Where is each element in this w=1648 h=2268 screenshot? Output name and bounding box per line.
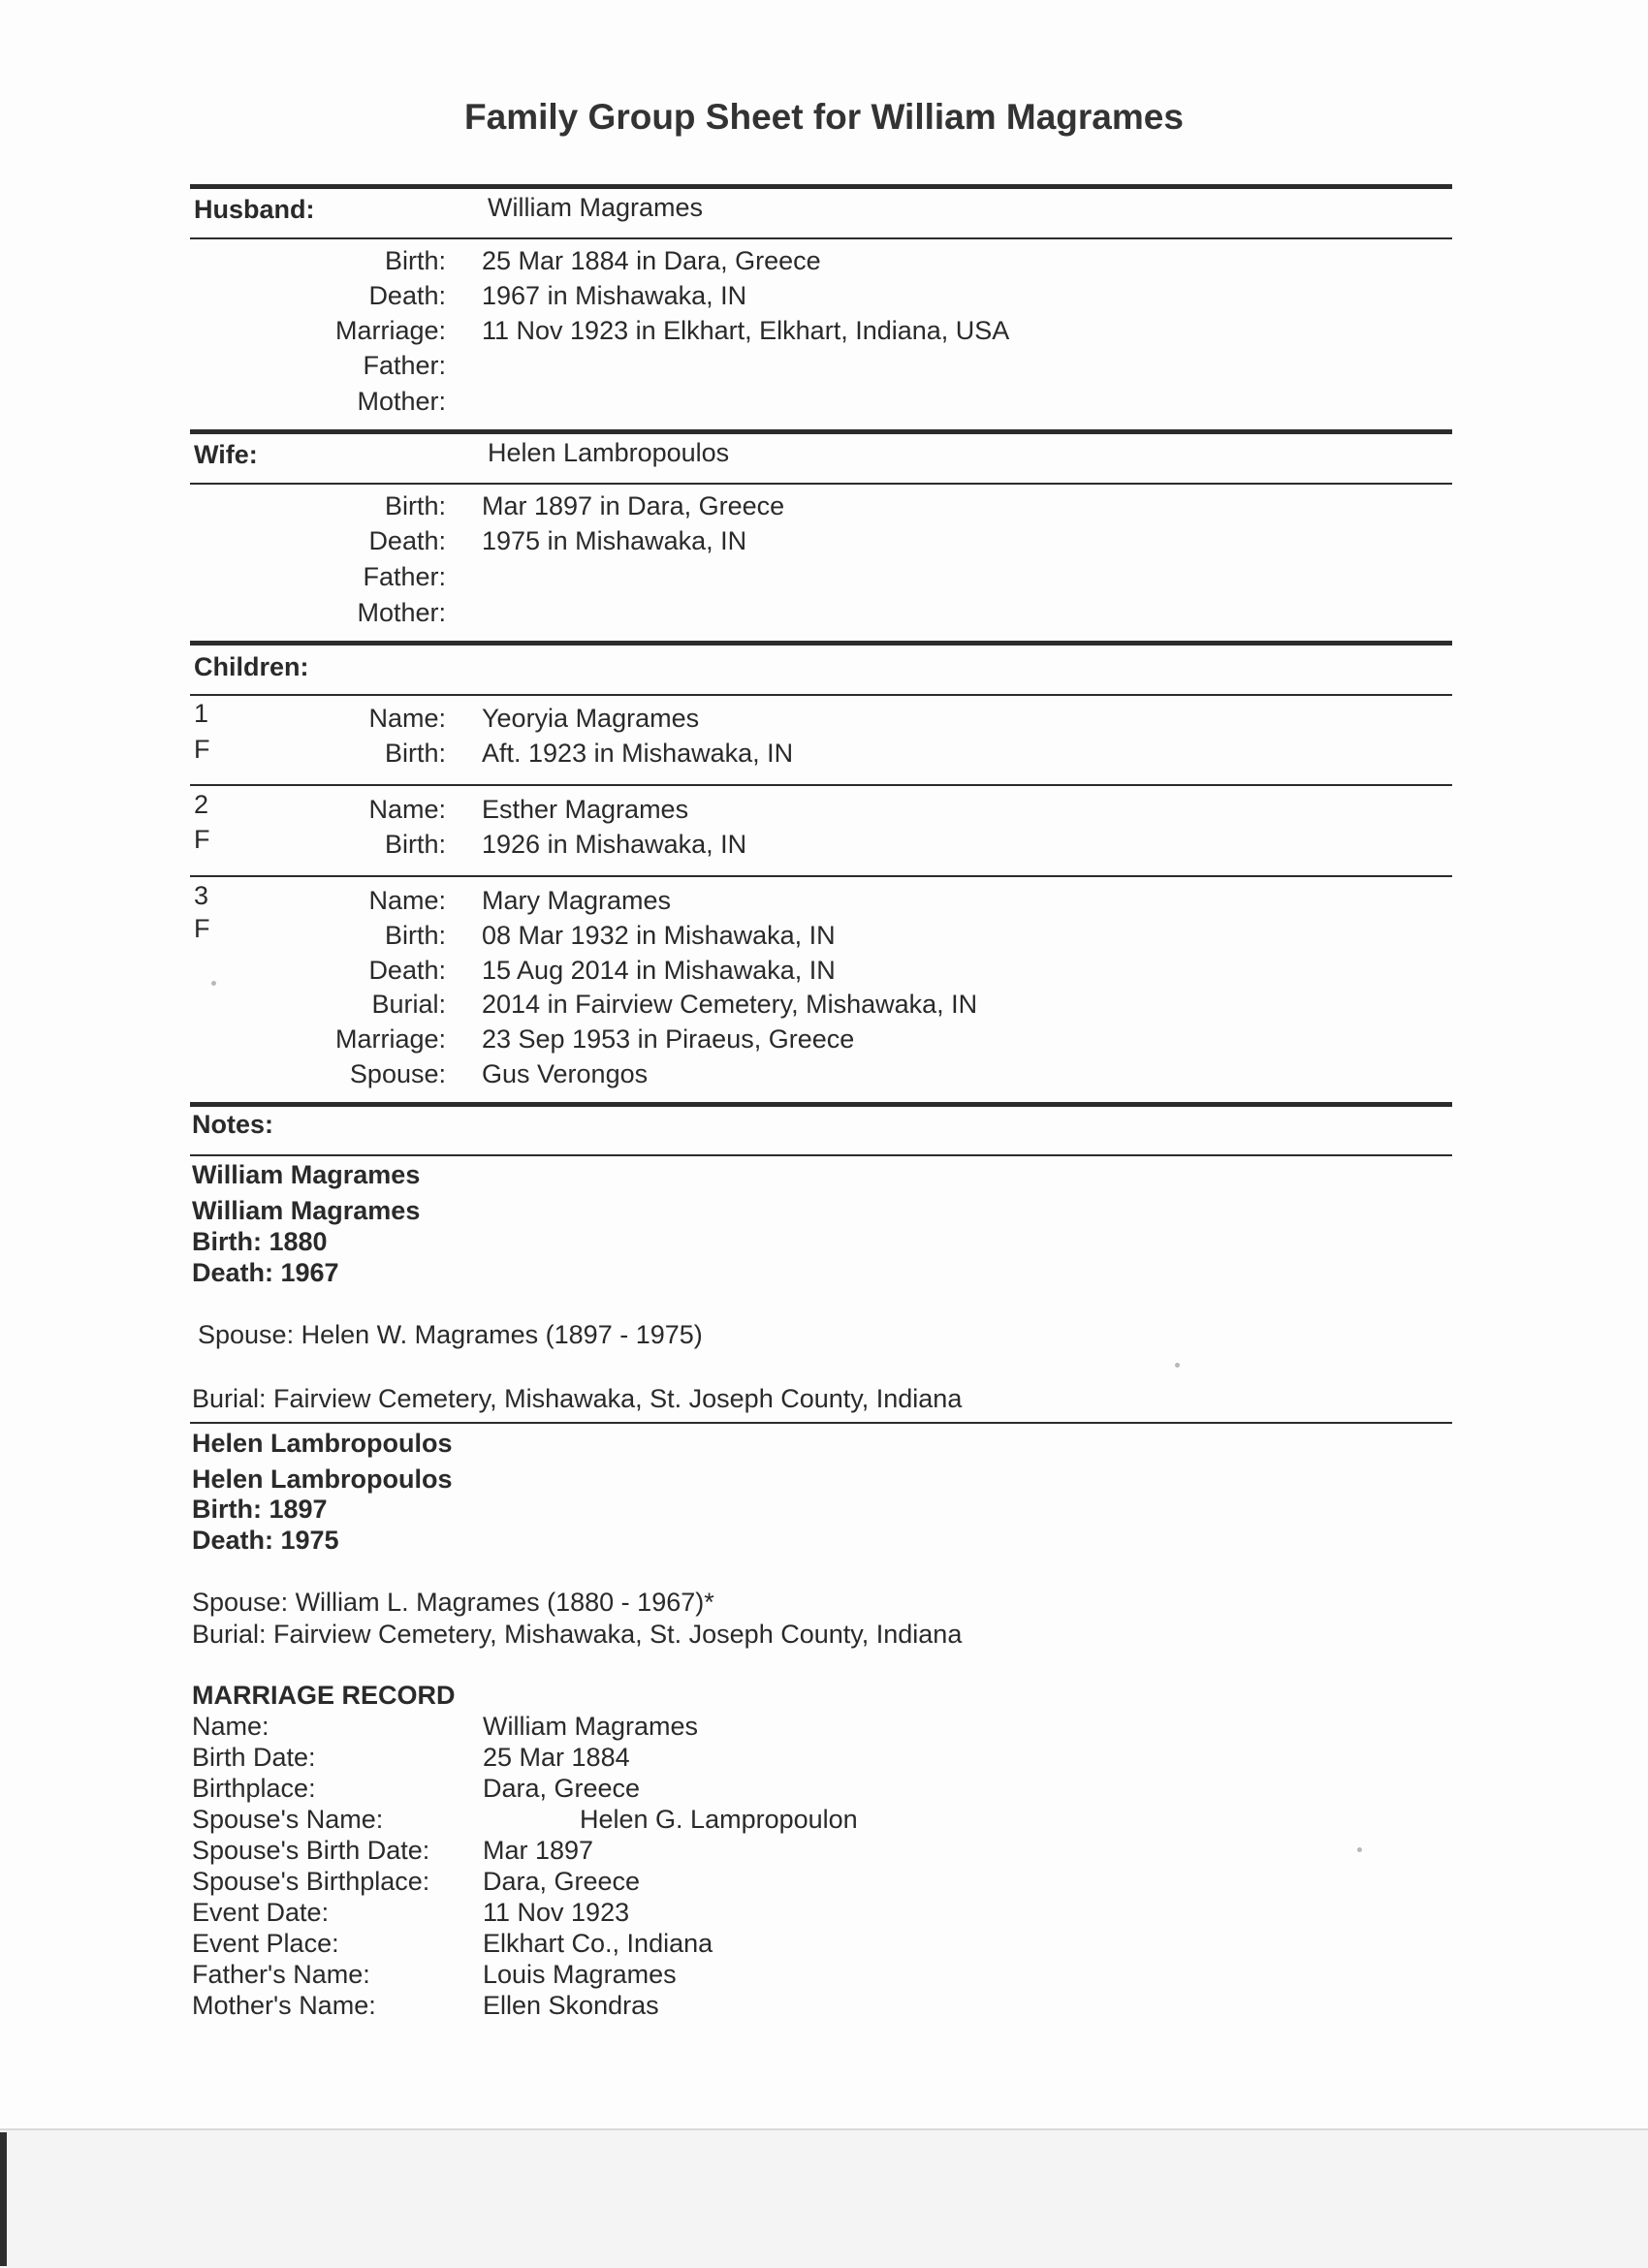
note-helen-burial: Burial: Fairview Cemetery, Mishawaka, St. Joseph County, Indiana	[192, 1620, 963, 1649]
child-fact-label: Birth:	[384, 921, 446, 950]
note-william-death: Death: 1967	[192, 1258, 339, 1287]
record-value: 11 Nov 1923	[483, 1898, 630, 1927]
child-number: 3	[194, 881, 209, 910]
husband-fact-label: Father:	[363, 351, 446, 380]
wife-fact-label: Mother:	[357, 598, 446, 627]
note-william-name: William Magrames	[192, 1160, 421, 1189]
notes-heading: Notes:	[192, 1110, 274, 1139]
child-fact-label: Birth:	[384, 739, 446, 768]
child-fact-value: 08 Mar 1932 in Mishawaka, IN	[482, 921, 836, 950]
page-title: Family Group Sheet for William Magrames	[464, 97, 1184, 137]
record-label: Mother's Name:	[192, 1991, 376, 2020]
section-divider	[190, 1102, 1452, 1107]
wife-heading: Wife:	[194, 440, 258, 469]
child-fact-label: Marriage:	[334, 1024, 446, 1054]
scan-speck	[1357, 1847, 1362, 1852]
record-label: Spouse's Name:	[192, 1805, 384, 1834]
field-divider	[190, 1154, 1452, 1156]
child-number: 1	[194, 699, 209, 728]
husband-fact-value: 25 Mar 1884 in Dara, Greece	[482, 246, 821, 275]
field-divider	[190, 694, 1452, 696]
child-fact-value: Gus Verongos	[482, 1059, 649, 1088]
child-fact-value: Yeoryia Magrames	[482, 704, 700, 733]
record-label: Name:	[192, 1712, 269, 1741]
section-divider	[190, 641, 1452, 646]
child-sex: F	[194, 914, 210, 943]
record-value: William Magrames	[483, 1712, 699, 1741]
record-value: Helen G. Lampropoulon	[580, 1805, 858, 1834]
scanner-bed-margin	[0, 2128, 1648, 2268]
husband-fact-label: Birth:	[384, 246, 446, 275]
record-value: Dara, Greece	[483, 1774, 641, 1803]
child-fact-value: 23 Sep 1953 in Piraeus, Greece	[482, 1024, 855, 1054]
note-helen-death: Death: 1975	[192, 1526, 339, 1555]
husband-name: William Magrames	[488, 193, 704, 222]
marriage-record-heading: MARRIAGE RECORD	[192, 1681, 456, 1710]
section-divider	[190, 184, 1452, 189]
note-helen-spouse: Spouse: William L. Magrames (1880 - 1967)*	[192, 1588, 714, 1617]
child-fact-label: Name:	[368, 795, 446, 824]
section-divider	[190, 429, 1452, 434]
child-fact-value: 2014 in Fairview Cemetery, Mishawaka, IN	[482, 990, 978, 1019]
child-sex: F	[194, 735, 210, 764]
note-helen-name: Helen Lambropoulos	[192, 1429, 453, 1458]
note-william-burial: Burial: Fairview Cemetery, Mishawaka, St. Joseph County, Indiana	[192, 1384, 963, 1413]
record-label: Event Place:	[192, 1929, 339, 1958]
child-fact-value: Mary Magrames	[482, 886, 672, 915]
record-label: Spouse's Birthplace:	[192, 1867, 430, 1896]
husband-fact-label: Death:	[368, 281, 446, 310]
husband-heading: Husband:	[194, 195, 315, 224]
wife-fact-value: Mar 1897 in Dara, Greece	[482, 491, 785, 520]
note-william-birth: Birth: 1880	[192, 1227, 328, 1256]
child-fact-value: Aft. 1923 in Mishawaka, IN	[482, 739, 794, 768]
children-heading: Children:	[194, 652, 309, 681]
record-value: Louis Magrames	[483, 1960, 677, 1989]
note-william-name: William Magrames	[192, 1196, 421, 1225]
child-fact-label: Burial:	[371, 990, 446, 1019]
child-number: 2	[194, 790, 209, 819]
wife-fact-label: Death:	[368, 526, 446, 555]
record-label: Birthplace:	[192, 1774, 316, 1803]
scan-speck	[1175, 1363, 1180, 1368]
record-value: Dara, Greece	[483, 1867, 641, 1896]
record-value: Ellen Skondras	[483, 1991, 659, 2020]
child-fact-label: Name:	[368, 704, 446, 733]
husband-fact-value: 11 Nov 1923 in Elkhart, Elkhart, Indiana, USA	[482, 316, 1010, 345]
note-helen-name: Helen Lambropoulos	[192, 1465, 453, 1494]
field-divider	[190, 237, 1452, 239]
field-divider	[190, 483, 1452, 485]
wife-fact-label: Father:	[363, 562, 446, 591]
child-fact-value: 15 Aug 2014 in Mishawaka, IN	[482, 956, 836, 985]
child-fact-value: Esther Magrames	[482, 795, 689, 824]
record-label: Spouse's Birth Date:	[192, 1836, 430, 1865]
note-william-spouse: Spouse: Helen W. Magrames (1897 - 1975)	[198, 1320, 703, 1349]
child-fact-label: Death:	[368, 956, 446, 985]
record-label: Event Date:	[192, 1898, 330, 1927]
note-divider	[190, 1422, 1452, 1424]
child-sex: F	[194, 825, 210, 854]
child-divider	[190, 875, 1452, 877]
child-fact-label: Spouse:	[349, 1059, 446, 1088]
husband-fact-value: 1967 in Mishawaka, IN	[482, 281, 747, 310]
record-label: Father's Name:	[192, 1960, 370, 1989]
child-fact-label: Name:	[368, 886, 446, 915]
wife-fact-label: Birth:	[384, 491, 446, 520]
record-label: Birth Date:	[192, 1743, 316, 1772]
wife-fact-value: 1975 in Mishawaka, IN	[482, 526, 747, 555]
husband-fact-label: Marriage:	[334, 316, 446, 345]
record-value: Mar 1897	[483, 1836, 594, 1865]
child-fact-value: 1926 in Mishawaka, IN	[482, 830, 747, 859]
record-value: Elkhart Co., Indiana	[483, 1929, 713, 1958]
child-divider	[190, 784, 1452, 786]
scanner-edge-shadow	[0, 2132, 7, 2266]
note-helen-birth: Birth: 1897	[192, 1495, 328, 1524]
child-fact-label: Birth:	[384, 830, 446, 859]
record-value: 25 Mar 1884	[483, 1743, 630, 1772]
husband-fact-label: Mother:	[357, 387, 446, 416]
wife-name: Helen Lambropoulos	[488, 438, 730, 467]
